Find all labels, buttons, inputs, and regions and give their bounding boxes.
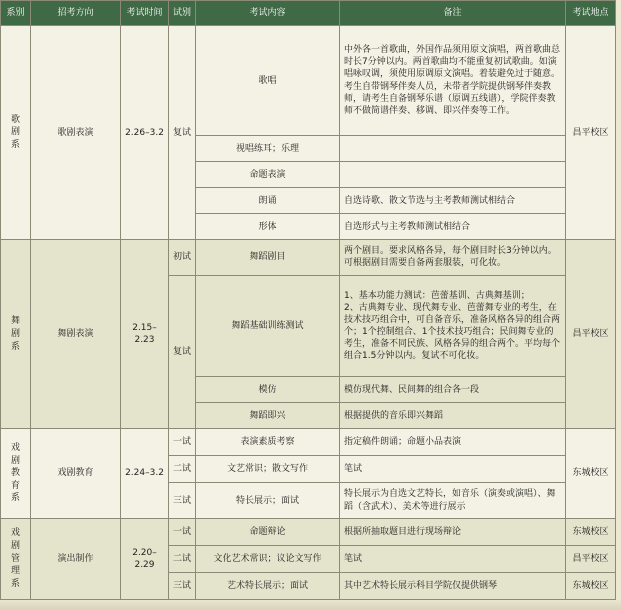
content-cell: 舞蹈基础训练测试: [196, 275, 340, 377]
content-cell: 模仿: [196, 377, 340, 403]
header-location: 考试地点: [566, 1, 616, 26]
location-cell: 东城校区: [566, 518, 616, 545]
content-cell: 特长展示；面试: [196, 483, 340, 518]
stage-cell: 一试: [169, 518, 196, 545]
note-cell: 笔试: [340, 456, 566, 483]
header-dept: 系别: [1, 1, 31, 26]
location-cell: 昌平校区: [566, 240, 616, 429]
location-cell: 东城校区: [566, 572, 616, 599]
content-cell: 艺术特长展示；面试: [196, 572, 340, 599]
stage-cell: 三试: [169, 483, 196, 518]
note-cell: 特长展示为自选文艺特长，如音乐（演奏或演唱）、舞蹈（含武术）、美术等进行展示: [340, 483, 566, 518]
dept-cell: 歌 剧 系: [1, 26, 31, 240]
location-cell: 昌平校区: [566, 26, 616, 240]
dept-cell: 舞 剧 系: [1, 240, 31, 429]
header-content: 考试内容: [196, 1, 340, 26]
content-cell: 舞蹈即兴: [196, 403, 340, 429]
note-cell: 1、基本功能力测试：芭蕾基训、古典舞基训； 2、古典舞专业、现代舞专业、芭蕾舞专业的考生，在技术技巧组合中，可自备音乐，准备风格各异的组合两个；1个控制组合、1个技术技巧组合；民间舞专业的考生，准备不同民族、风格各异的组合两个。平均每个组合1.5分钟以内。复试不可化妆。: [340, 275, 566, 377]
note-cell: 自选诗歌、散文节选与主考教师测试相结合: [340, 188, 566, 214]
table-row: [1, 240, 616, 275]
note-cell: 两个剧目。要求风格各异，每个剧目时长3分钟以内。可根据剧目需要自备两套服装，可化妆。: [340, 240, 566, 275]
note-cell: 笔试: [340, 545, 566, 572]
stage-cell: 复试: [169, 26, 196, 240]
header-note: 备注: [340, 1, 566, 26]
content-cell: 歌唱: [196, 26, 340, 136]
header-time: 考试时间: [121, 1, 169, 26]
note-cell: 根据所抽取题目进行现场辩论: [340, 518, 566, 545]
content-cell: 文化艺术常识；议论文写作: [196, 545, 340, 572]
time-cell: 2.20–2.29: [121, 518, 169, 599]
location-cell: 昌平校区: [566, 545, 616, 572]
note-cell: 根据提供的音乐即兴舞蹈: [340, 403, 566, 429]
content-cell: 表演素质考察: [196, 429, 340, 456]
content-cell: 文艺常识；散文写作: [196, 456, 340, 483]
table-row: [1, 429, 616, 456]
stage-cell: 三试: [169, 572, 196, 599]
content-cell: 命题辩论: [196, 518, 340, 545]
note-cell: 中外各一首歌曲，外国作品须用原文演唱，两首歌曲总时长7分钟以内。两首歌曲均不能重复初试歌曲。如演唱咏叹调，须使用原调原文演唱。着装避免过于随意。考生自带钢琴伴奏人员，未带者学院提供钢琴伴奏教师，请考生自备钢琴乐谱（原调五线谱），学院伴奏教师不做简谱伴奏、移调、即兴伴奏等工作。: [340, 26, 566, 136]
header-direction: 招考方向: [31, 1, 121, 26]
stage-cell: 二试: [169, 456, 196, 483]
note-cell: 其中艺术特长展示科目学院仅提供钢琴: [340, 572, 566, 599]
header-stage: 试别: [169, 1, 196, 26]
table-row: [1, 26, 616, 136]
note-cell: [340, 162, 566, 188]
content-cell: 命题表演: [196, 162, 340, 188]
note-cell: 模仿现代舞、民间舞的组合各一段: [340, 377, 566, 403]
dept-cell: 戏 剧 管 理 系: [1, 518, 31, 599]
table-header-row: [1, 1, 616, 26]
note-cell: [340, 136, 566, 162]
stage-cell: 复试: [169, 275, 196, 429]
bottom-edge: [0, 600, 621, 609]
direction-cell: 演出制作: [31, 518, 121, 599]
content-cell: 舞蹈剧目: [196, 240, 340, 275]
direction-cell: 戏剧教育: [31, 429, 121, 518]
direction-cell: 歌剧表演: [31, 26, 121, 240]
stage-cell: 初试: [169, 240, 196, 275]
location-cell: 东城校区: [566, 429, 616, 518]
content-cell: 形体: [196, 214, 340, 240]
stage-cell: 二试: [169, 545, 196, 572]
direction-cell: 舞剧表演: [31, 240, 121, 429]
note-cell: 指定稿件朗诵；命题小品表演: [340, 429, 566, 456]
dept-cell: 戏 剧 教 育 系: [1, 429, 31, 518]
content-cell: 视唱练耳；乐理: [196, 136, 340, 162]
table-row: [1, 518, 616, 545]
time-cell: 2.15–2.23: [121, 240, 169, 429]
stage-cell: 一试: [169, 429, 196, 456]
time-cell: 2.26–3.2: [121, 26, 169, 240]
note-cell: 自选形式与主考教师测试相结合: [340, 214, 566, 240]
content-cell: 朗诵: [196, 188, 340, 214]
time-cell: 2.24–3.2: [121, 429, 169, 518]
